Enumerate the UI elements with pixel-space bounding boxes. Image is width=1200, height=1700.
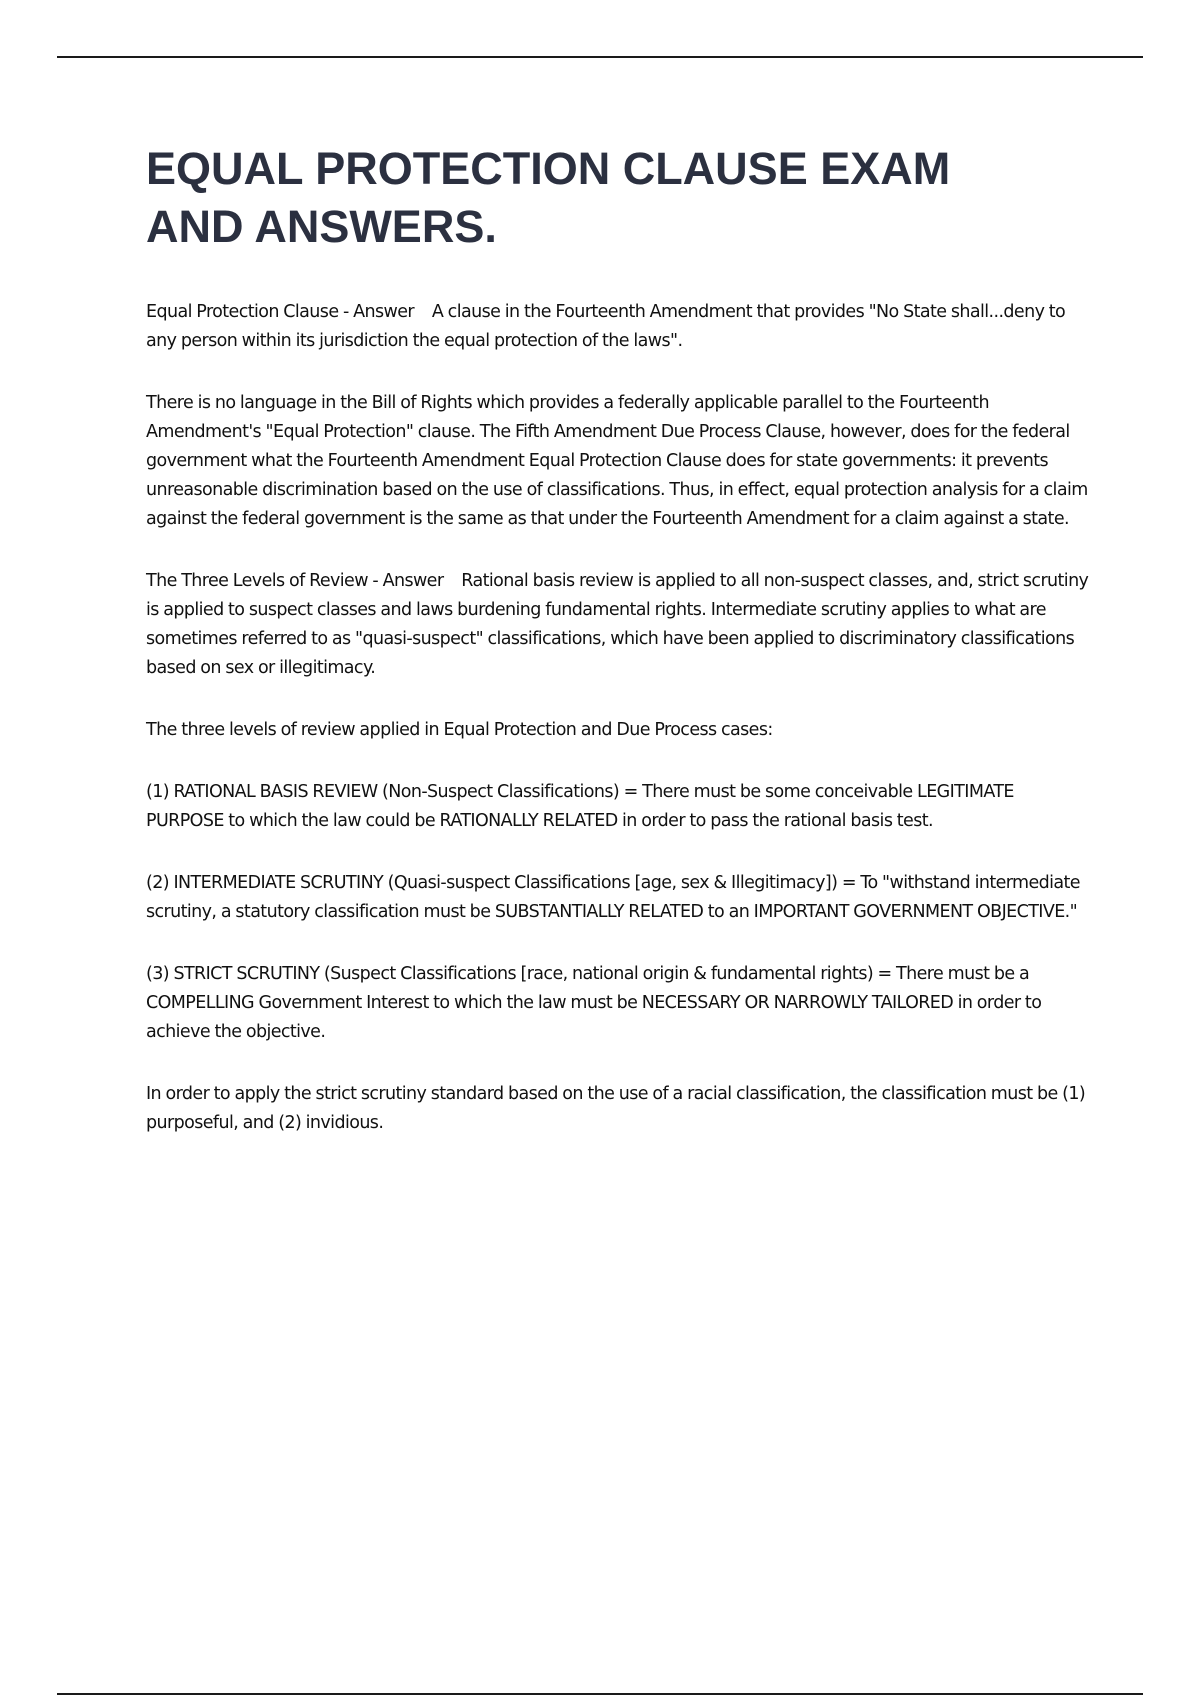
paragraph-body: In order to apply the strict scrutiny standard based on the use of a racial classification, the classification must be (1) purposeful, and (2) invidious. <box>146 1084 1086 1133</box>
paragraph-5 <box>146 778 1096 836</box>
document-page <box>146 140 1096 1138</box>
paragraph-2 <box>146 389 1096 534</box>
top-rule <box>57 56 1143 58</box>
paragraph-body: Rational basis review is applied to all non-suspect classes, and, strict scrutiny is applied to suspect classes and laws burdening fundamental rights. Intermediate scrutiny applies to what are sometimes referred to as "quasi-suspect" classifications, which have been applied to discriminatory classifications based on sex or illegitimacy. <box>146 571 1089 678</box>
paragraph-body: (1) RATIONAL BASIS REVIEW (Non-Suspect Classifications) = There must be some conceivable LEGITIMATE PURPOSE to which the law could be RATIONALLY RELATED in order to pass the rational basis test. <box>146 782 1014 831</box>
paragraph-body: There is no language in the Bill of Rights which provides a federally applicable parallel to the Fourteenth Amendment's "Equal Protection" clause. The Fifth Amendment Due Process Clause, however, does for the federal government what the Fourteenth Amendment Equal Protection Clause does for state governments: it prevents unreasonable discrimination based on the use of classifications. Thus, in effect, equal protection analysis for a claim against the federal government is the same as that under the Fourteenth Amendment for a claim against a state. <box>146 393 1088 529</box>
paragraph-6 <box>146 869 1096 927</box>
paragraph-4 <box>146 716 1096 745</box>
paragraph-3 <box>146 567 1096 683</box>
paragraph-term: Equal Protection Clause - Answer <box>146 302 414 322</box>
document-title: EQUAL PROTECTION CLAUSE EXAM AND ANSWERS. <box>146 143 951 252</box>
paragraph-7 <box>146 960 1096 1047</box>
paragraph-body: (2) INTERMEDIATE SCRUTINY (Quasi-suspect Classifications [age, sex & Illegitimacy]) = To "withstand intermediate scrutiny, a statutory classification must be SUBSTANTIALLY RELATED to an IMPORTANT GOVERNMENT OBJECTIVE." <box>146 873 1080 922</box>
bottom-rule <box>57 1693 1143 1695</box>
paragraph-body: A clause in the Fourteenth Amendment that provides "No State shall...deny to any person within its jurisdiction the equal protection of the laws". <box>146 302 1066 351</box>
paragraph-body: The three levels of review applied in Equal Protection and Due Process cases: <box>146 720 773 740</box>
paragraph-term: The Three Levels of Review - Answer <box>146 571 444 591</box>
paragraph-1 <box>146 298 1096 356</box>
document-body <box>146 298 1096 1138</box>
paragraph-8 <box>146 1080 1096 1138</box>
paragraph-body: (3) STRICT SCRUTINY (Suspect Classifications [race, national origin & fundamental rights) = There must be a COMPELLING Government Interest to which the law must be NECESSARY OR NARROWLY TAILORED in order to achieve the objective. <box>146 964 1042 1042</box>
